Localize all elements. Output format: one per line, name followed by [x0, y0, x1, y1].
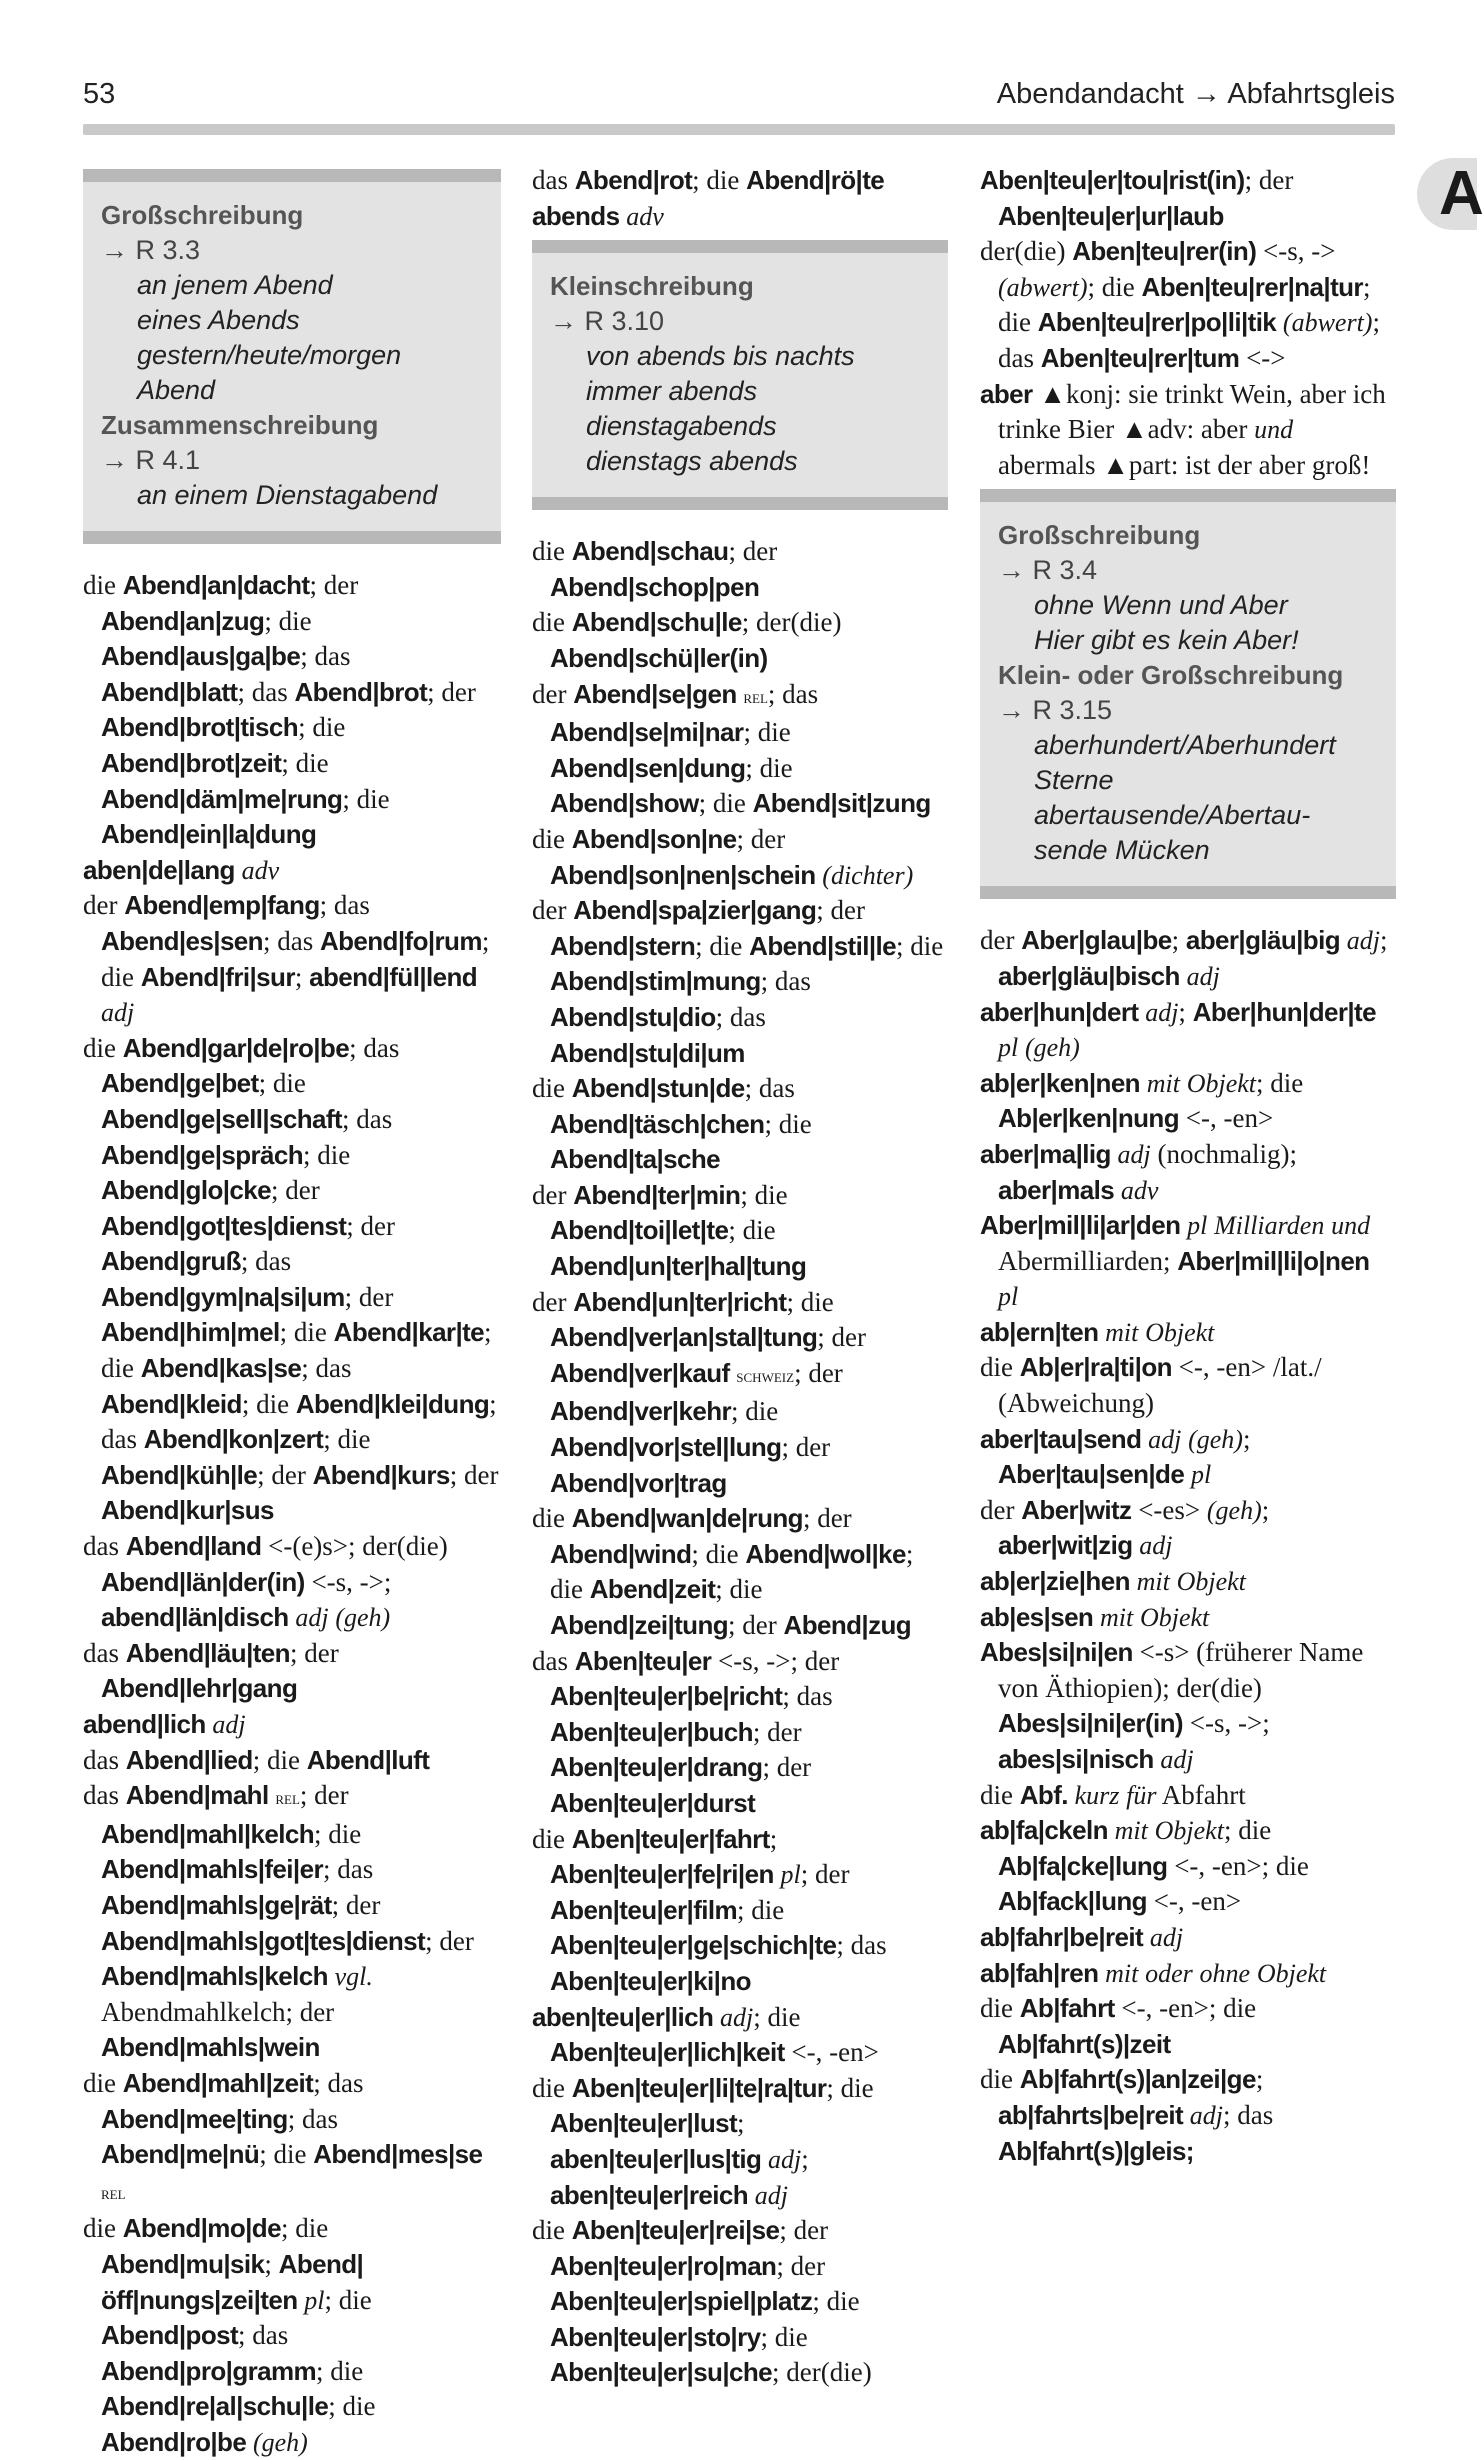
dictionary-entry: der Abend|emp|fang; das Abend|es|sen; das Abend|fo|rum; die Abend|fri|sur; abend|fül|lend adj — [83, 890, 490, 1028]
dictionary-entry: die Abf. kurz für Abfahrt — [980, 1779, 1246, 1810]
rule-reference[interactable]: → R 3.10 — [550, 306, 665, 337]
dictionary-entry: der Abend|se|gen rel; das Abend|se|mi|nar; die Abend|sen|dung; die Abend|show; die Abend|sit|zung — [532, 678, 931, 819]
box-heading: Zusammenschreibung — [101, 410, 379, 440]
header-rule — [83, 124, 1395, 135]
dictionary-entry: der(die) Aben|teu|rer(in) <-s, -> (abwert); die Aben|teu|rer|na|tur; die Aben|teu|rer|po|li|tik (abwert); das Aben|teu|rer|tum <-> — [980, 236, 1380, 373]
thumb-index-tab[interactable] — [1417, 158, 1484, 230]
page-number: 53 — [83, 78, 116, 110]
box-example: ohne Wenn und Aber — [1034, 590, 1288, 621]
dictionary-entry: der Aber|witz <-es> (geh); aber|wit|zig adj — [980, 1494, 1270, 1561]
dictionary-entry: das Abend|rot; die Abend|rö|te — [532, 165, 885, 195]
dictionary-entry: aben|teu|er|lich adj; die Aben|teu|er|lich|keit <-, -en> — [532, 2001, 879, 2068]
box-example: Hier gibt es kein Aber! — [1034, 625, 1299, 656]
dictionary-entry: die Abend|mo|de; die Abend|mu|sik; Abend|öff|nungs|zei|ten pl; die Abend|post; das Abend|pro|gramm; die Abend|re|al|schu|le; die Abend|ro|be (geh) — [83, 2213, 376, 2457]
entries-3 — [980, 923, 1396, 2169]
column-1 — [83, 163, 501, 2460]
dictionary-entry: die Abend|son|ne; der Abend|son|nen|schein (dichter) — [532, 823, 914, 890]
box-example: an jenem Abend — [137, 270, 333, 300]
dictionary-entry: die Abend|mahl|zeit; das Abend|mee|ting; das Abend|me|nü; die Abend|mes|se rel — [83, 2067, 483, 2204]
rule-reference[interactable]: → R 3.15 — [998, 695, 1113, 726]
dictionary-entry: der Abend|un|ter|richt; die Abend|ver|an|stal|tung; der Abend|ver|kauf schweiz; der Abend|ver|kehr; die Abend|vor|stel|lung; der Abend|vor|trag — [532, 1286, 866, 1498]
dictionary-entry: die Aben|teu|er|rei|se; der Aben|teu|er|ro|man; der Aben|teu|er|spiel|platz; die Aben|teu|er|sto|ry; die Aben|teu|er|su|che; der(die) — [532, 2215, 872, 2388]
dictionary-entry: ab|er|ken|nen mit Objekt; die Ab|er|ken|nung <-, -en> — [980, 1067, 1304, 1134]
rule-box-3 — [980, 489, 1396, 899]
column-2 — [532, 163, 948, 2391]
box-example: sende Mücken — [1034, 835, 1210, 866]
column-3 — [980, 163, 1396, 2169]
entries-3-top — [980, 163, 1396, 483]
dictionary-entry: der Abend|spa|zier|gang; der Abend|stern; die Abend|stil|le; die Abend|stim|mung; das Abend|stu|dio; das Abend|stu|di|um — [532, 895, 944, 1068]
box-heading: Kleinschreibung — [550, 271, 754, 302]
dictionary-entry: die Abend|wan|de|rung; der Abend|wind; die Abend|wol|ke; die Abend|zeit; die Abend|zei|tung; der Abend|zug — [532, 1503, 914, 1640]
dictionary-entry: das Abend|mahl rel; der Abend|mahl|kelch; die Abend|mahls|fei|er; das Abend|mahls|ge|rät; der Abend|mahls|got|tes|dienst; der Abend|mahls|kelch vgl. Abendmahlkelch; der Abend|mahls|wein — [83, 1780, 474, 2063]
dictionary-entry: die Abend|gar|de|ro|be; das Abend|ge|bet; die Abend|ge|sell|schaft; das Abend|ge|spräch; die Abend|glo|cke; der Abend|got|tes|dienst; der Abend|gruß; das Abend|gym|na|si|um; der Abend|him|mel; die Abend|kar|te; die Abend|kas|se; das Abend|kleid; die Abend|klei|dung; das Abend|kon|zert; die Abend|küh|le; der Abend|kurs; der Abend|kur|sus — [83, 1032, 499, 1526]
rule-reference[interactable]: → R 3.4 — [998, 555, 1098, 586]
entries-2-top — [532, 163, 948, 234]
running-title: Abendandacht → Abfahrtsgleis — [996, 78, 1395, 110]
box-heading: Großschreibung — [998, 520, 1201, 551]
dictionary-entry: die Aben|teu|er|fahrt; Aben|teu|er|fe|ri|en pl; der Aben|teu|er|film; die Aben|teu|er|ge|schich|te; das Aben|teu|er|ki|no — [532, 1823, 887, 1996]
box-example: eines Abends — [137, 305, 300, 335]
rule-box-1 — [83, 169, 501, 544]
dictionary-entry: ab|fah|ren mit oder ohne Objekt — [980, 1957, 1327, 1988]
dictionary-entry: die Ab|er|ra|ti|on <-, -en> /lat./ (Abweichung) — [980, 1352, 1322, 1419]
box-example: abertausende/Abertau- — [1034, 800, 1311, 831]
box-example: dienstags abends — [586, 446, 798, 477]
box-example: aberhundert/Aberhundert — [1034, 730, 1336, 761]
dictionary-entry: die Aben|teu|er|li|te|ra|tur; die Aben|teu|er|lust; aben|teu|er|lus|tig adj; aben|teu|er|reich adj — [532, 2072, 874, 2210]
dictionary-entry: die Abend|stun|de; das Abend|täsch|chen; die Abend|ta|sche — [532, 1073, 812, 1175]
dictionary-entry: aben|de|lang adv — [83, 854, 280, 885]
dictionary-entry: abends adv — [532, 200, 664, 231]
box-example: Sterne — [1034, 765, 1114, 796]
dictionary-entry: die Ab|fahrt(s)|an|zei|ge; ab|fahrts|be|reit adj; das Ab|fahrt(s)|gleis; — [980, 2064, 1274, 2166]
box-heading: Großschreibung — [101, 200, 304, 230]
dictionary-entry: die Ab|fahrt <-, -en>; die Ab|fahrt(s)|zeit — [980, 1993, 1257, 2059]
dictionary-entry: ab|fa|ckeln mit Objekt; die Ab|fa|cke|lung <-, -en>; die Ab|fack|lung <-, -en> — [980, 1815, 1309, 1917]
entries-2 — [532, 534, 948, 2391]
dictionary-entry: aber|hun|dert adj; Aber|hun|der|te pl (geh) — [980, 996, 1376, 1063]
dictionary-entry: aber ▲konj: sie trinkt Wein, aber ich trinke Bier ▲adv: aber und abermals ▲part: ist der aber groß! — [980, 378, 1386, 480]
dictionary-entry: der Aber|glau|be; aber|gläu|big adj; aber|gläu|bisch adj — [980, 925, 1388, 991]
dictionary-entry: der Abend|ter|min; die Abend|toi|let|te; die Abend|un|ter|hal|tung — [532, 1179, 807, 1282]
box-example: immer abends — [586, 376, 758, 407]
dictionary-entry: ab|ern|ten mit Objekt — [980, 1316, 1215, 1347]
dictionary-entry: die Abend|an|dacht; der Abend|an|zug; die Abend|aus|ga|be; das Abend|blatt; das Abend|brot; der Abend|brot|tisch; die Abend|brot|zeit; die Abend|däm|me|rung; die Abend|ein|la|dung — [83, 570, 476, 850]
rule-box-2 — [532, 240, 948, 510]
box-example: Abend — [137, 375, 216, 405]
dictionary-entry: das Abend|land <-(e)s>; der(die) Abend|län|der(in) <-s, ->; abend|län|disch adj (geh) — [83, 1531, 448, 1633]
rule-reference[interactable]: → R 3.3 — [101, 235, 201, 265]
rule-reference[interactable]: → R 4.1 — [101, 445, 201, 475]
box-heading: Klein- oder Großschreibung — [998, 660, 1344, 691]
entries-1 — [83, 568, 501, 2460]
dictionary-entry: Abes|si|ni|en <-s> (früherer Name von Äthiopien); der(die) Abes|si|ni|er(in) <-s, ->; abes|si|nisch adj — [980, 1637, 1364, 1774]
box-example: von abends bis nachts — [586, 341, 855, 372]
dictionary-entry: das Abend|lied; die Abend|luft — [83, 1744, 430, 1775]
dictionary-entry: die Abend|schu|le; der(die) Abend|schü|ler(in) — [532, 607, 842, 673]
dictionary-entry: aber|ma|lig adj (nochmalig); aber|mals adv — [980, 1138, 1297, 1205]
dictionary-entry: ab|fahr|be|reit adj — [980, 1921, 1184, 1952]
box-example: gestern/heute/morgen — [137, 340, 402, 370]
dictionary-entry: das Abend|läu|ten; der Abend|lehr|gang — [83, 1637, 339, 1704]
thumb-letter: A — [1439, 159, 1484, 228]
dictionary-entry: Aber|mil|li|ar|den pl Milliarden und Abermilliarden; Aber|mil|li|o|nen pl — [980, 1210, 1371, 1312]
box-example: an einem Dienstagabend — [137, 480, 438, 510]
dictionary-entry: die Abend|schau; der Abend|schop|pen — [532, 536, 778, 602]
dictionary-entry: Aben|teu|er|tou|rist(in); der Aben|teu|er|ur|laub — [980, 165, 1294, 231]
dictionary-entry: abend|lich adj — [83, 1709, 246, 1739]
dictionary-entry: ab|es|sen mit Objekt — [980, 1601, 1210, 1632]
dictionary-entry: das Aben|teu|er <-s, ->; der Aben|teu|er|be|richt; das Aben|teu|er|buch; der Aben|teu|er|drang; der Aben|teu|er|durst — [532, 1645, 840, 1818]
dictionary-entry: aber|tau|send adj (geh); Aber|tau|sen|de pl — [980, 1423, 1251, 1490]
box-example: dienstagabends — [586, 411, 777, 442]
dictionary-entry: ab|er|zie|hen mit Objekt — [980, 1566, 1246, 1597]
